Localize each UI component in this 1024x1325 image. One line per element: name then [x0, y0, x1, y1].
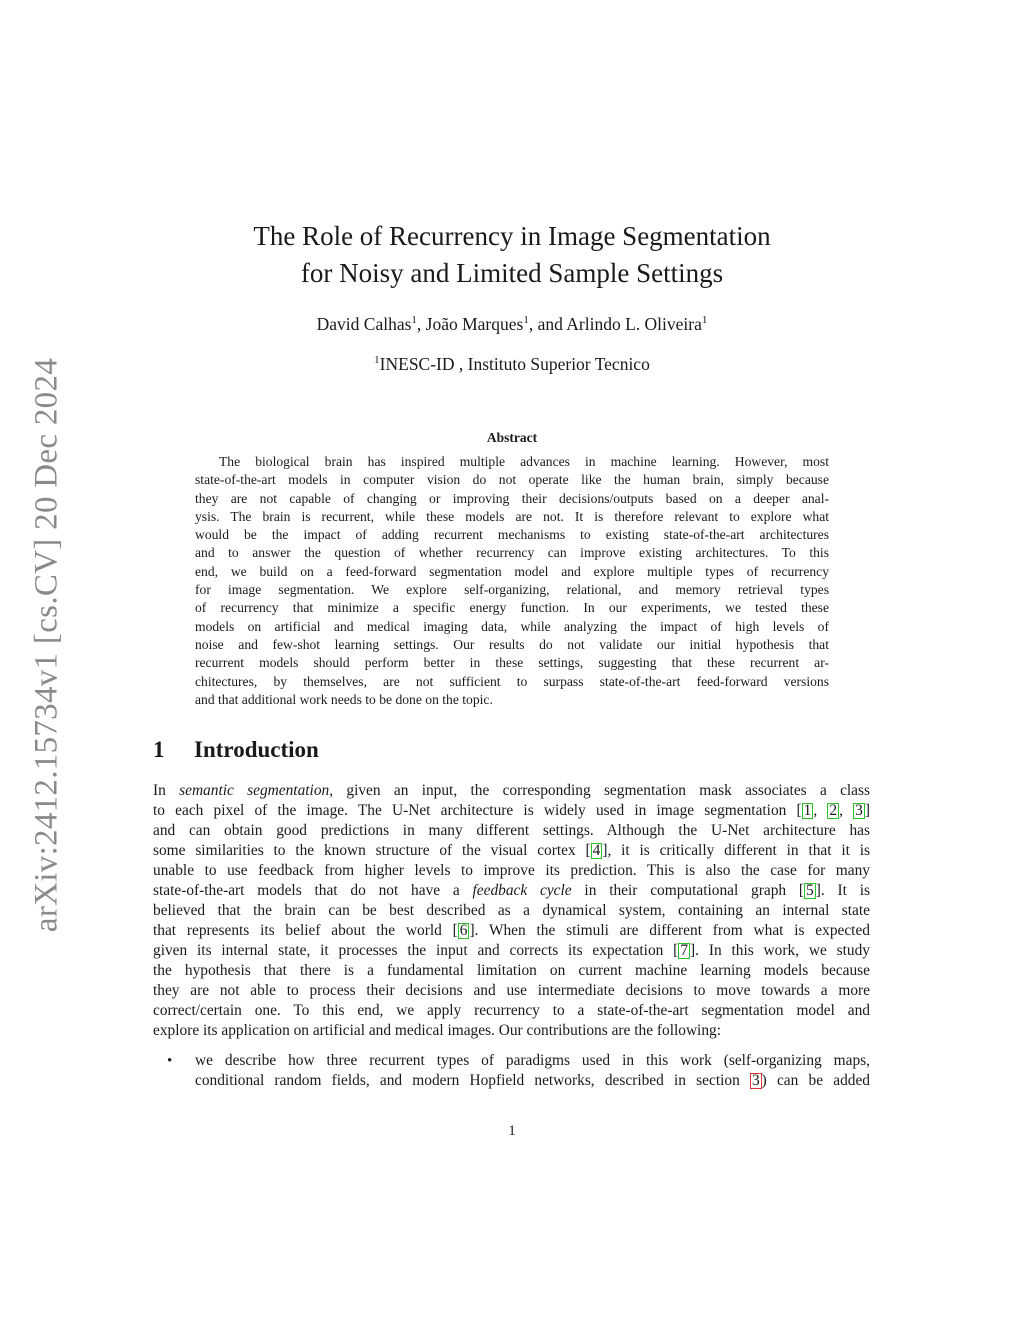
- arxiv-sidebar: [22, 350, 72, 940]
- page-number: 1: [508, 1123, 516, 1139]
- citation-link[interactable]: 2: [829, 802, 838, 819]
- body-line: unable to use feedback from higher levels to improve its prediction. This is also the case for many: [153, 862, 870, 879]
- abstract-line: models on artificial and medical imaging data, while analyzing the impact of high levels of: [195, 618, 829, 634]
- citation-link[interactable]: 6: [459, 922, 468, 939]
- body-line: and can obtain good predictions in many different settings. Although the U-Net architecture has: [153, 822, 870, 839]
- title-line-2: for Noisy and Limited Sample Settings: [300, 258, 724, 288]
- citation-link[interactable]: 1: [803, 802, 812, 819]
- body-line: explore its application on artificial and medical images. Our contributions are the following:: [153, 1022, 722, 1039]
- arxiv-identifier: arXiv:2412.15734v1 [cs.CV] 20 Dec 2024: [28, 357, 65, 933]
- term-feedback-cycle: feedback cycle: [472, 882, 572, 899]
- abstract-line: and to answer the question of whether recurrency can improve existing architectures. To this: [195, 545, 829, 561]
- abstract-line: and that additional work needs to be done on the topic.: [195, 691, 493, 707]
- abstract-line: recurrent models should perform better in these settings, suggesting that these recurrent ar-: [195, 655, 829, 671]
- body-line: the hypothesis that there is a fundamental limitation on current machine learning models because: [153, 962, 870, 979]
- affiliation-text: INESC-ID , Instituto Superior Tecnico: [379, 354, 650, 374]
- body-line: believed that the brain can be best described as a dynamical system, containing an internal state: [153, 902, 870, 919]
- abstract-body: [195, 453, 829, 709]
- abstract-line: would be the impact of adding recurrent mechanisms to existing state-of-the-art architectures: [195, 527, 829, 543]
- citation-link[interactable]: 5: [806, 882, 814, 899]
- body-line: to each pixel of the image. The U-Net architecture is widely used in image segmentation [ 1 , 2 , 3 ]: [153, 802, 871, 819]
- abstract-line: noise and few-shot learning settings. Our results do not validate our initial hypothesis that: [195, 636, 829, 652]
- body-line: given its internal state, it processes the input and corrects its expectation [ 7 ]. In this work, we study: [153, 942, 870, 959]
- body-line: correct/certain one. To this end, we apply recurrency to a state-of-the-art segmentation model and: [153, 1002, 870, 1019]
- bullet-text: [195, 1051, 870, 1091]
- author-separator: ,: [416, 314, 426, 334]
- body-line: that represents its belief about the world [ 6 ]. When the stimuli are different from what is expected: [153, 922, 870, 939]
- body-line: some similarities to the known structure of the visual cortex [ 4 ], it is critically different in that it is: [153, 842, 870, 859]
- section-title: Introduction: [194, 737, 319, 762]
- section-reference-link[interactable]: 3: [751, 1072, 760, 1089]
- abstract-line: for image segmentation. We explore self-organizing, relational, and memory retrieval types: [195, 582, 829, 598]
- author-1: David Calhas: [316, 314, 412, 334]
- bullet-line: conditional random fields, and modern Hopfield networks, described in section 3 ) can be added: [195, 1072, 870, 1089]
- introduction-paragraph: [153, 781, 870, 1041]
- author-2: João Marques: [425, 314, 524, 334]
- section-heading-introduction: [153, 737, 319, 763]
- body-line: In semantic segmentation, given an input, the corresponding segmentation mask associates a class: [153, 782, 870, 799]
- author-3: Arlindo L. Oliveira: [566, 314, 702, 334]
- title-line-1: The Role of Recurrency in Image Segmentation: [253, 221, 771, 251]
- abstract-line: of recurrency that minimize a specific energy function. In our experiments, we tested these: [195, 600, 829, 616]
- abstract-line: they are not capable of changing or improving their decisions/outputs based on a deeper anal-: [195, 490, 829, 506]
- affiliation-mark: 1: [374, 354, 380, 366]
- body-line: state-of-the-art models that do not have a feedback cycle in their computational graph [ 5 ]. It is: [153, 882, 870, 899]
- bullet-icon: •: [167, 1053, 173, 1069]
- citation-link[interactable]: 4: [592, 842, 601, 859]
- section-number: 1: [153, 737, 165, 762]
- abstract-line: ysis. The brain is recurrent, while these models are not. It is therefore relevant to explore what: [195, 508, 829, 524]
- abstract-line: state-of-the-art models in computer vision do not operate like the human brain, simply because: [195, 472, 829, 488]
- bullet-line: we describe how three recurrent types of paradigms used in this work (self-organizing maps,: [195, 1052, 870, 1069]
- term-semantic-segmentation: semantic segmentation: [179, 782, 330, 799]
- abstract-heading: Abstract: [486, 430, 538, 445]
- citation-link[interactable]: 7: [680, 942, 689, 959]
- citation-link[interactable]: 3: [855, 802, 863, 819]
- author-1-affil: 1: [411, 314, 417, 326]
- author-list: [150, 312, 874, 336]
- affiliation: [150, 352, 874, 376]
- abstract-line: end, we build on a feed-forward segmentation model and explore multiple types of recurrency: [195, 563, 829, 579]
- author-2-affil: 1: [523, 314, 529, 326]
- author-separator: , and: [528, 314, 567, 334]
- body-line: they are not able to process their decisions and use intermediate decisions to move towards a more: [153, 982, 870, 999]
- author-3-affil: 1: [701, 314, 708, 326]
- abstract-line: chitectures, by themselves, are not sufficient to surpass state-of-the-art feed-forward versions: [195, 673, 829, 689]
- abstract-line: The biological brain has inspired multiple advances in machine learning. However, most: [219, 454, 829, 469]
- paper-title: [150, 218, 874, 292]
